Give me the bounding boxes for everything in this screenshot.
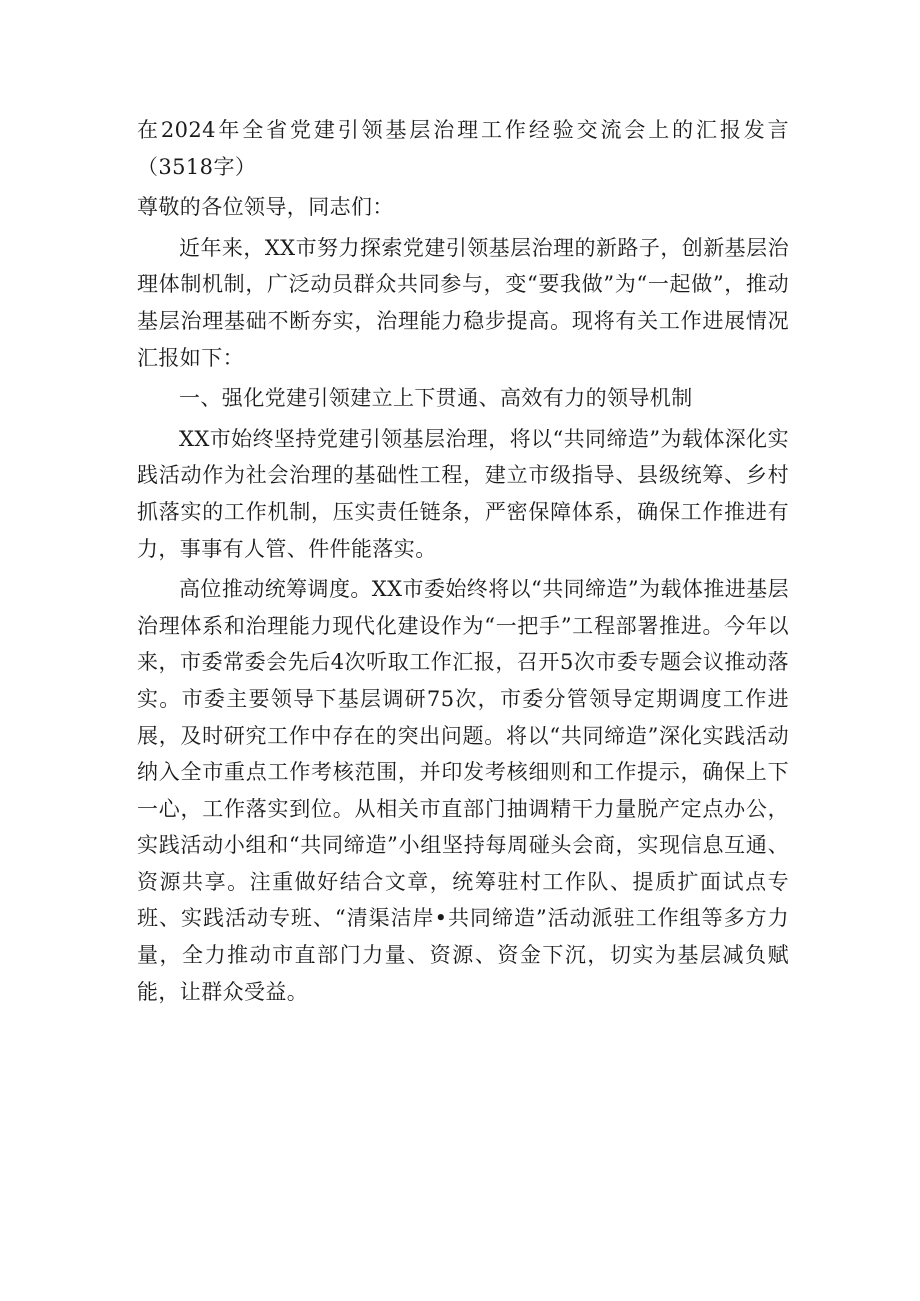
document-title: 在2024年全省党建引领基层治理工作经验交流会上的汇报发言（3518字）	[137, 118, 789, 179]
paragraph-high-level-coordination: 高位推动统筹调度。XX市委始终将以“共同缔造”为载体推进基层治理体系和治理能力现代化建设作为“一把手”工程部署推进。今年以来，市委常委会先后4次听取工作汇报，召开5次市委专题会议推动落实。市委主要领导下基层调研75次，市委分管领导定期调度工作进展，及时研究工作中存在的突出问题。将以“共同缔造”深化实践活动纳入全市重点工作考核范围，并印发考核细则和工作提示，确保上下一心，工作落实到位。从相关市直部门抽调精干力量脱产定点办公，实践活动小组和“共同缔造”小组坚持每周碰头会商，实现信息互通、资源共享。注重做好结合文章，统筹驻村工作队、提质扩面试点专班、实践活动专班、“清渠洁岸•共同缔造”活动派驻工作组等多方力量，全力推动市直部门力量、资源、资金下沉，切实为基层减负赋能，让群众受益。	[137, 577, 789, 1004]
paragraph-intro: 近年来，XX市努力探索党建引领基层治理的新路子，创新基层治理体制机制，广泛动员群众共同参与，变“要我做”为“一起做”，推动基层治理基础不断夯实，治理能力稳步提高。现将有关工作进展情况汇报如下：	[137, 235, 789, 370]
paragraph-section-1: XX市始终坚持党建引领基层治理，将以“共同缔造”为载体深化实践活动作为社会治理的基础性工程，建立市级指导、县级统筹、乡村抓落实的工作机制，压实责任链条，严密保障体系，确保工作推进有力，事事有人管、件件能落实。	[137, 426, 789, 561]
salutation: 尊敬的各位领导，同志们：	[137, 195, 394, 220]
section-heading-1: 一、强化党建引领建立上下贯通、高效有力的领导机制	[179, 386, 693, 411]
document-body	[137, 112, 789, 1014]
